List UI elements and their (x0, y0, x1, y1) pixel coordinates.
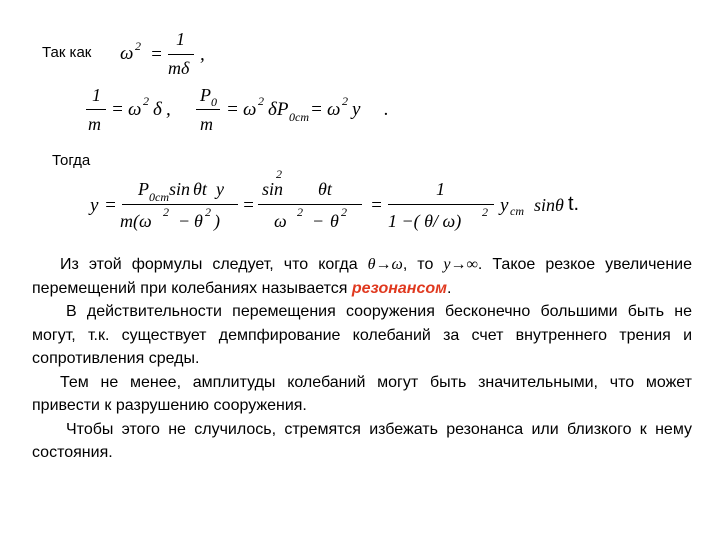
equals-sign-1: = (111, 99, 124, 120)
fraction-1-denominator-exp2: 2 (205, 205, 211, 219)
fraction-3-bar (388, 204, 494, 205)
fraction-1-theta-t: θt (193, 179, 207, 199)
fraction-1-bar (86, 109, 106, 110)
omega-symbol: ω (120, 43, 134, 64)
fraction-2-bar (196, 109, 220, 110)
fraction-1-P: P (138, 179, 149, 199)
omega-symbol-2: ω (243, 99, 257, 120)
delta-symbol-1: δ (153, 99, 162, 120)
fraction-2-denominator-exp1: 2 (297, 205, 303, 219)
omega-exponent: 2 (135, 39, 141, 53)
paragraph-avoid-resonance: Чтобы этого не случилось, стремятся избежать резонанса или близкого к нему состояния. (32, 420, 692, 461)
comma: , (200, 44, 205, 65)
fraction-2-denominator-minus: − (312, 211, 325, 231)
fraction-1-sin: sin (169, 179, 191, 199)
equals-sign-3: = (310, 99, 323, 120)
fraction-2-denominator-exp2: 2 (341, 205, 347, 219)
paragraph-damping: В действительности перемещения сооружения бесконечно большими быть не могут, т.к. существует демпфирование колебаний за счет внутреннего трения и сопротивления среды. (32, 303, 692, 367)
intro-label-tak-kak: Так как (42, 44, 92, 61)
sin-theta: sinθ (534, 195, 564, 215)
fraction-2-sin-exponent: 2 (276, 167, 282, 181)
fraction-1-denominator-exp1: 2 (163, 205, 169, 219)
fraction-2-denominator: m (200, 114, 213, 134)
fraction-1-P-subscript: 0ст (149, 190, 169, 204)
paragraph-1-part-a: Из этой формулы следует, что когда (60, 256, 368, 273)
paragraph-resonance-definition (32, 253, 692, 300)
p-subscript-0st: 0ст (289, 110, 309, 124)
omega-symbol-3: ω (327, 99, 341, 120)
intro-label-togda: Тогда (52, 152, 91, 169)
omega-exponent-1: 2 (143, 94, 149, 108)
fraction-2-numerator-subscript: 0 (211, 95, 217, 109)
fraction-2-numerator: P (200, 85, 211, 105)
fraction-1-y: y (216, 179, 224, 199)
y-static: y (500, 195, 509, 216)
omega-exponent-2: 2 (258, 94, 264, 108)
fraction-1-denominator-theta: θ (194, 211, 203, 231)
fraction-1-denominator: m (88, 114, 101, 134)
fraction-2-theta-t: θt (318, 179, 332, 199)
paragraph-1-part-c: . Такое резкое увеличение перемещений при колебаниях называется (32, 256, 692, 297)
fraction-1-numerator: 1 (92, 85, 101, 105)
theta-to-omega: θ→ω (367, 256, 403, 273)
equals-sign-3: = (370, 195, 383, 216)
fraction-numerator: 1 (176, 29, 185, 49)
term-resonance: резонансом (351, 279, 447, 297)
fraction-denominator: mδ (168, 58, 190, 78)
y-static-subscript: ст (510, 204, 524, 218)
y-to-infinity: y→∞ (443, 256, 478, 273)
fraction-3-numerator: 1 (436, 179, 445, 199)
y-lhs: y (90, 195, 99, 216)
fraction-3-denominator-exp: 2 (482, 205, 488, 219)
equals-sign-2: = (226, 99, 239, 120)
fraction-bar (168, 54, 194, 55)
fraction-2-denominator-theta: θ (330, 211, 339, 231)
comma: , (166, 99, 171, 120)
fraction-2-denominator-omega: ω (274, 211, 287, 231)
body-text (32, 253, 692, 465)
fraction-3-denominator: 1 −( θ/ ω) (388, 211, 462, 231)
t-period: t. (568, 193, 580, 215)
omega-exponent-3: 2 (342, 94, 348, 108)
paragraph-amplitudes: Тем не менее, амплитуды колебаний могут быть значительными, что может привести к разрушению сооружения. (32, 373, 692, 414)
fraction-1-bar (122, 204, 238, 205)
paragraph-1-part-b: , то (402, 256, 444, 273)
delta-p-symbol: δP (268, 99, 289, 120)
fraction-1-denominator-minus: − (178, 211, 191, 231)
fraction-2-sin: sin (262, 179, 284, 199)
period: . (384, 99, 389, 120)
y-symbol: y (352, 99, 361, 120)
paragraph-1-part-d: . (446, 279, 452, 297)
equals-sign: = (150, 44, 163, 65)
equals-sign-2: = (242, 195, 255, 216)
equals-sign-1: = (104, 195, 117, 216)
fraction-1-denominator-m-omega: m(ω (120, 211, 152, 231)
fraction-1-denominator-close: ) (214, 211, 220, 231)
omega-symbol-1: ω (128, 99, 142, 120)
